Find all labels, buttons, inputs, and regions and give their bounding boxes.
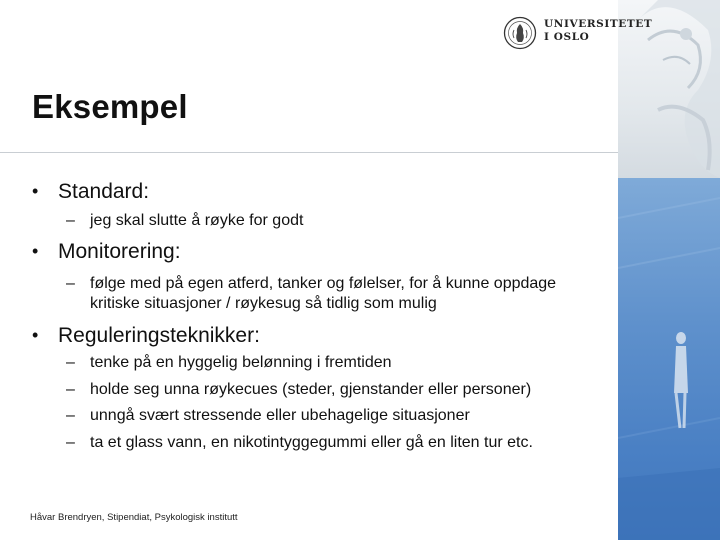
dash-marker: – <box>66 212 75 229</box>
bullet-marker: • <box>32 181 39 201</box>
dash-marker: – <box>66 434 75 451</box>
sub-item: tenke på en hyggelig belønning i fremtiden <box>90 354 392 371</box>
university-name <box>544 18 652 44</box>
page-title: Eksempel <box>32 88 188 125</box>
bullet-monitorering: Monitorering: <box>58 240 181 263</box>
dash-marker: – <box>66 381 75 398</box>
sub-item-line2: kritiske situasjoner / røykesug så tidlig som mulig <box>90 295 437 312</box>
dash-marker: – <box>66 407 75 424</box>
figure-silhouette-icon <box>618 178 720 540</box>
bullet-marker: • <box>32 325 39 345</box>
bullet-reguleringsteknikker: Reguleringsteknikker: <box>58 324 260 347</box>
sub-item: unngå svært stressende eller ubehagelige situasjoner <box>90 407 470 424</box>
sub-item-line1: følge med på egen atferd, tanker og følelser, for å kunne oppdage <box>90 275 557 292</box>
logo-line2: I OSLO <box>544 31 590 43</box>
bullet-standard: Standard: <box>58 180 150 203</box>
sub-item: holde seg unna røykecues (steder, gjenstander eller personer) <box>90 381 532 398</box>
university-seal-icon <box>503 16 537 50</box>
title-divider <box>0 152 618 153</box>
sub-item: jeg skal slutte å røyke for godt <box>90 212 304 229</box>
footer-credit: Håvar Brendryen, Stipendiat, Psykologisk institutt <box>30 512 238 523</box>
university-logo <box>503 14 653 54</box>
logo-line1: UNIVERSITETET <box>544 18 653 30</box>
sub-item: ta et glass vann, en nikotintyggegummi eller gå en liten tur etc. <box>90 434 533 451</box>
dash-marker: – <box>66 275 75 292</box>
decorative-photo-panel <box>618 178 720 540</box>
bullet-marker: • <box>32 241 39 261</box>
dash-marker: – <box>66 354 75 371</box>
